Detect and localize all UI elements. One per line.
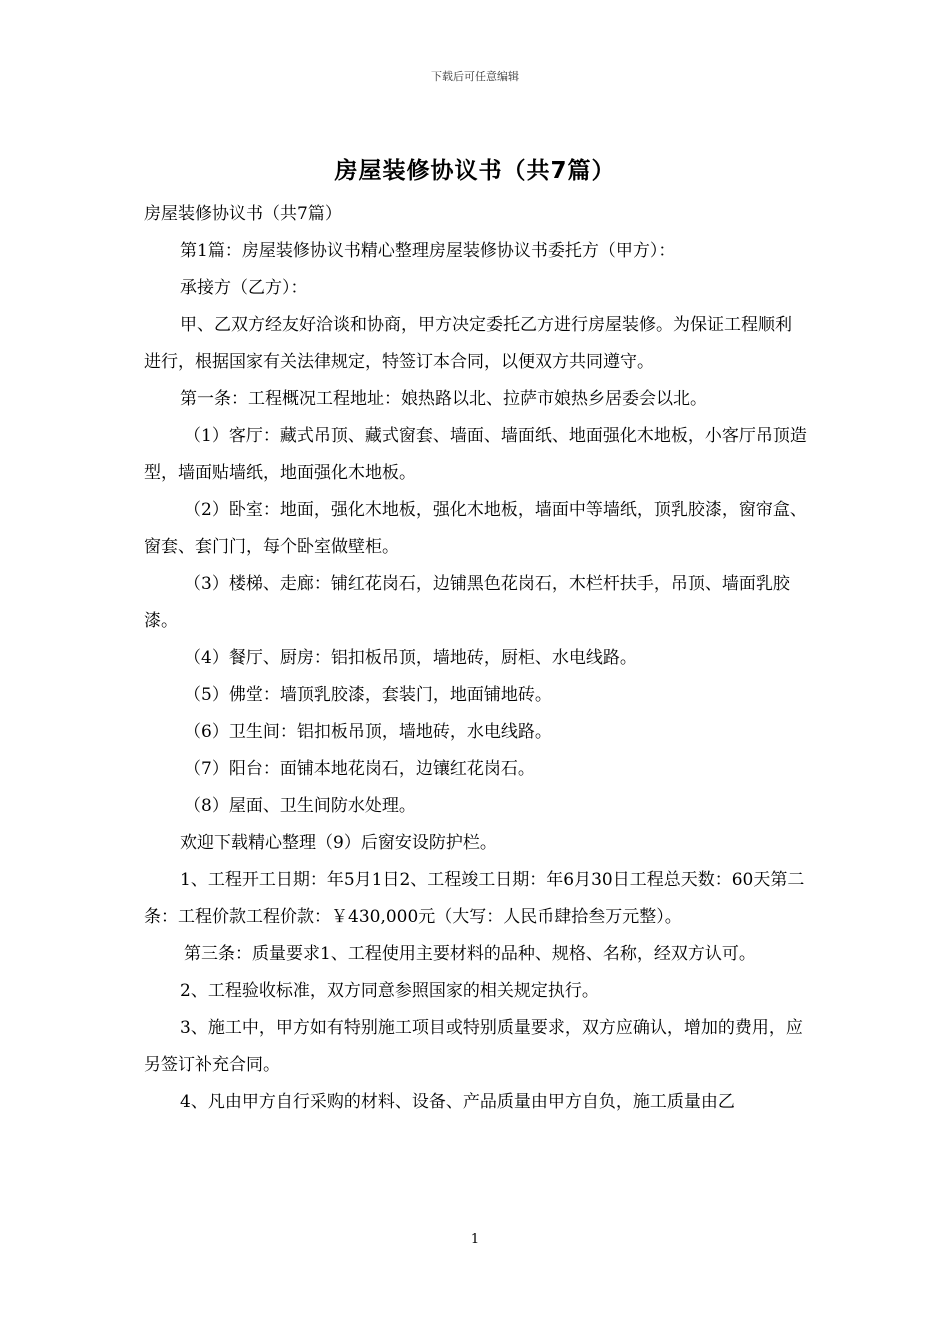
subtitle-paragraph: 房屋装修协议书（共7篇） bbox=[144, 204, 342, 224]
paragraph: 甲、乙双方经友好洽谈和协商，甲方决定委托乙方进行房屋装修。为保证工程顺利进行，根据国家有关法律规定，特签订本合同，以便双方共同遵守。 bbox=[144, 315, 792, 372]
paragraph: （3）楼梯、走廊：铺红花岗石，边铺黑色花岗石，木栏杆扶手，吊顶、墙面乳胶漆。 bbox=[144, 574, 790, 631]
paragraph: （5）佛堂：墙顶乳胶漆，套装门，地面铺地砖。 bbox=[184, 685, 552, 705]
paragraph: （1）客厅：藏式吊顶、藏式窗套、墙面、墙面纸、地面强化木地板，小客厅吊顶造型，墙面贴墙纸，地面强化木地板。 bbox=[144, 426, 807, 483]
paragraph: （8）屋面、卫生间防水处理。 bbox=[184, 796, 416, 816]
paragraph: 4、凡由甲方自行采购的材料、设备、产品质量由甲方自负，施工质量由乙 bbox=[180, 1092, 735, 1112]
paragraph: （6）卫生间：铝扣板吊顶，墙地砖，水电线路。 bbox=[184, 722, 552, 742]
document-body bbox=[144, 196, 808, 1121]
page-number: 1 bbox=[470, 1232, 480, 1247]
paragraph: （4）餐厅、厨房：铝扣板吊顶，墙地砖，厨柜、水电线路。 bbox=[184, 648, 637, 668]
paragraph: 承接方（乙方）： bbox=[180, 278, 308, 298]
document-title: 房屋装修协议书（共7篇） bbox=[334, 158, 616, 184]
paragraph: 欢迎下载精心整理（9）后窗安设防护栏。 bbox=[180, 833, 497, 853]
paragraph: （7）阳台：面铺本地花岗石，边镶红花岗石。 bbox=[184, 759, 535, 779]
paragraph: （2）卧室：地面，强化木地板，强化木地板，墙面中等墙纸，顶乳胶漆，窗帘盒、窗套、套门门，每个卧室做壁柜。 bbox=[144, 500, 807, 557]
paragraph: 3、施工中，甲方如有特别施工项目或特别质量要求，双方应确认，增加的费用，应另签订补充合同。 bbox=[144, 1018, 803, 1075]
paragraph: 1、工程开工日期：年5月1日2、工程竣工日期：年6月30日工程总天数：60天第二条：工程价款工程价款：￥430,000元（大写：人民币肆拾叁万元整）。 bbox=[144, 870, 805, 927]
header-note: 下载后可任意编辑 bbox=[431, 70, 519, 83]
paragraph: 第一条：工程概况工程地址：娘热路以北、拉萨市娘热乡居委会以北。 bbox=[180, 389, 707, 409]
paragraph: 2、工程验收标准，双方同意参照国家的相关规定执行。 bbox=[180, 981, 599, 1001]
paragraph: 第三条：质量要求1、工程使用主要材料的品种、规格、名称，经双方认可。 bbox=[184, 944, 756, 964]
paragraph: 第1篇：房屋装修协议书精心整理房屋装修协议书委托方（甲方）： bbox=[180, 241, 676, 261]
